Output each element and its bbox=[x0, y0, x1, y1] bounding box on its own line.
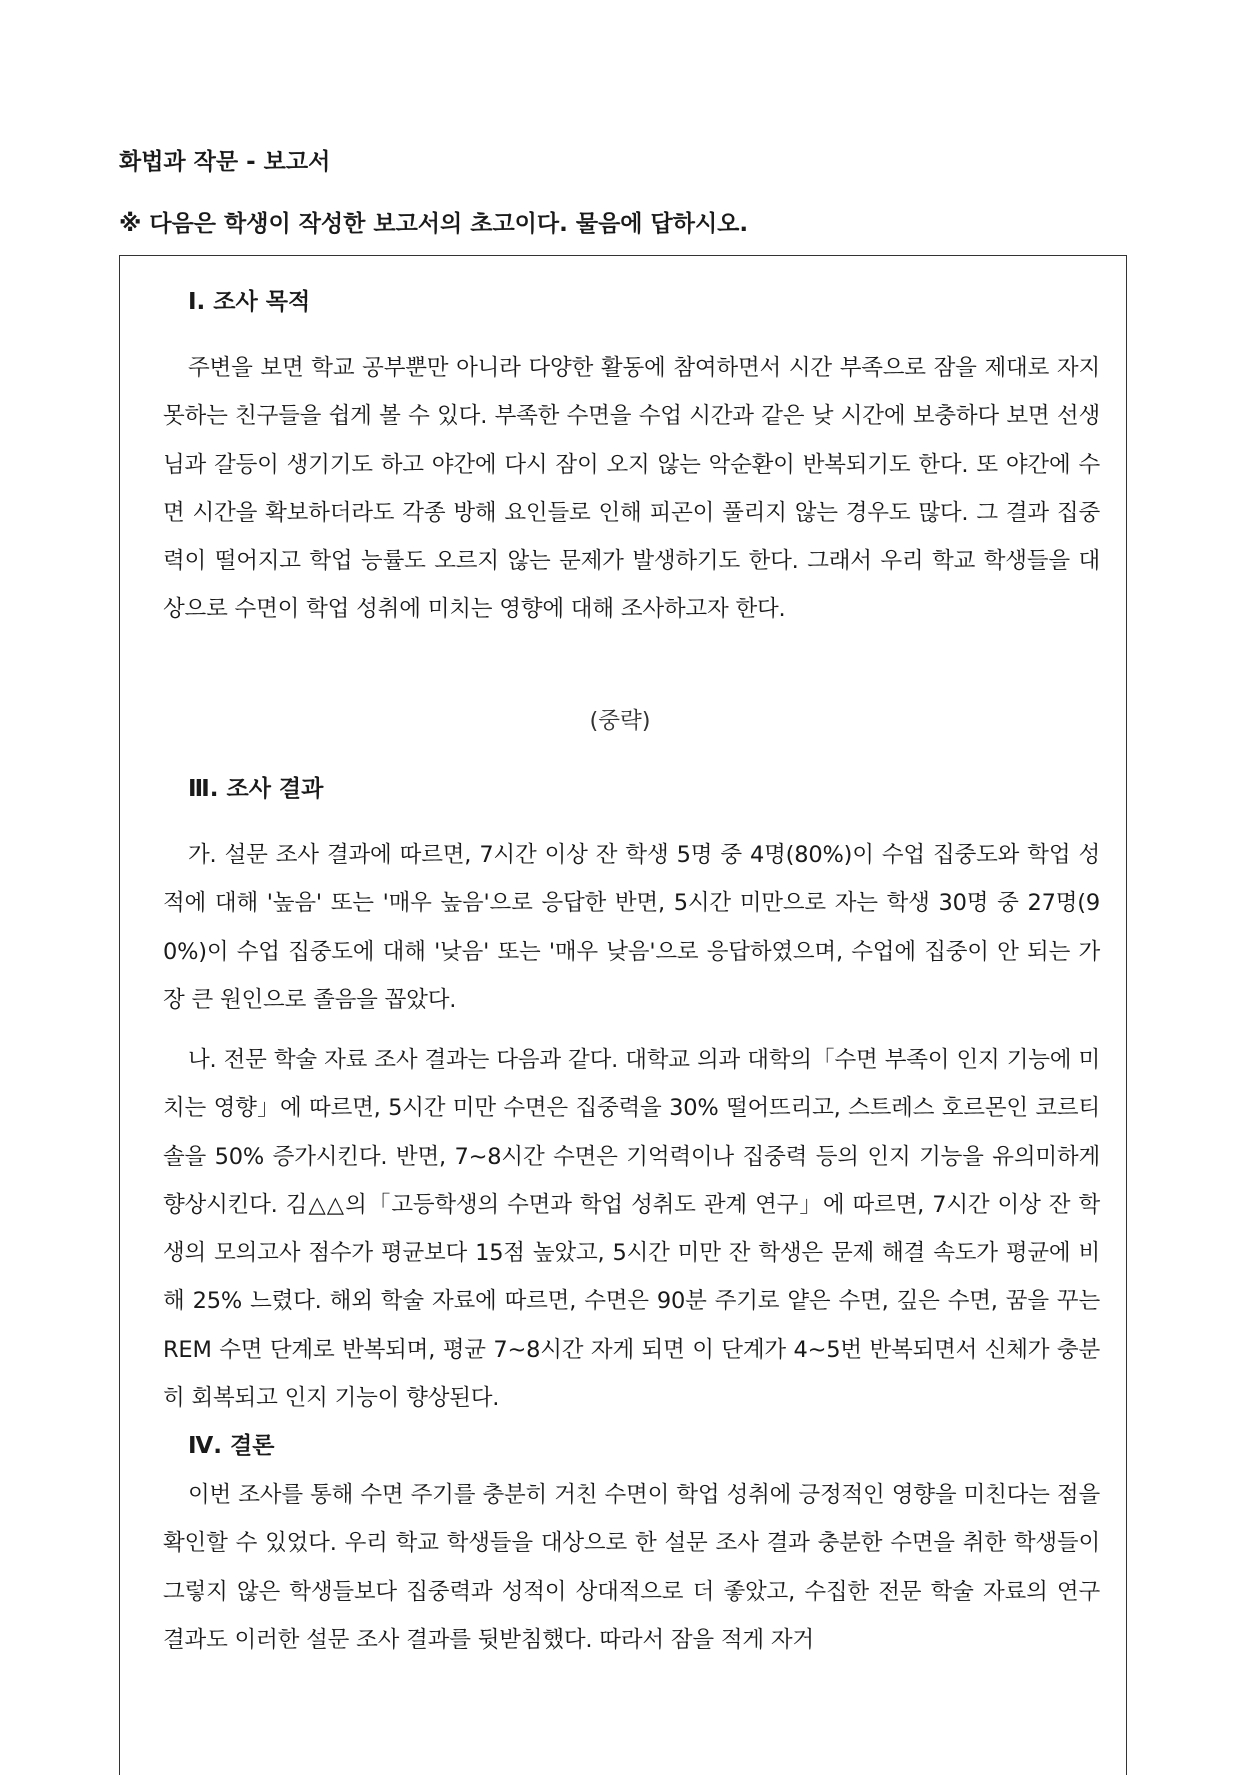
section4-heading: Ⅳ. 결론 bbox=[188, 1433, 275, 1459]
section1-heading: Ⅰ. 조사 목적 bbox=[188, 289, 311, 315]
section3-heading: Ⅲ. 조사 결과 bbox=[188, 776, 324, 802]
section1-paragraph: 주변을 보면 학교 공부뿐만 아니라 다양한 활동에 참여하면서 시간 부족으로 잠을 제대로 자지 못하는 친구들을 쉽게 볼 수 있다. 부족한 수면을 수업 시간과 같은 낮 시간에 보충하다 보면 선생님과 갈등이 생기기도 하고 야간에 다시 잠이 오지 않는 악순환이 반복되기도 한다. 또 야간에 수면 시간을 확보하더라도 각종 방해 요인들로 인해 피곤이 풀리지 않는 경우도 많다. 그 결과 집중력이 떨어지고 학업 능률도 오르지 않는 문제가 발생하기도 한다. 그래서 우리 학교 학생들을 대상으로 수면이 학업 성취에 미치는 영향에 대해 조사하고자 한다. bbox=[163, 355, 1100, 623]
omitted-marker: (중략) bbox=[589, 708, 651, 734]
section3-paragraph-a: 가. 설문 조사 결과에 따르면, 7시간 이상 잔 학생 5명 중 4명(80%)이 수업 집중도와 학업 성적에 대해 '높음' 또는 '매우 높음'으로 응답한 반면, 5시간 미만으로 자는 학생 30명 중 27명(90%)이 수업 집중도에 대해 '낮음' 또는 '매우 낮음'으로 응답하였으며, 수업에 집중이 안 되는 가장 큰 원인으로 졸음을 꼽았다. bbox=[163, 842, 1100, 1013]
section4-paragraph: 이번 조사를 통해 수면 주기를 충분히 거친 수면이 학업 성취에 긍정적인 영향을 미친다는 점을 확인할 수 있었다. 우리 학교 학생들을 대상으로 한 설문 조사 결과 충분한 수면을 취한 학생들이 그렇지 않은 학생들보다 집중력과 성적이 상대적으로 더 좋았고, 수집한 전문 학술 자료의 연구 결과도 이러한 설문 조사 결과를 뒷받침했다. 따라서 잠을 적게 자거 bbox=[163, 1482, 1100, 1653]
instruction-text: ※ 다음은 학생이 작성한 보고서의 초고이다. 물음에 답하시오. bbox=[119, 211, 749, 237]
section3-paragraph-b: 나. 전문 학술 자료 조사 결과는 다음과 같다. 대학교 의과 대학의「수면 부족이 인지 기능에 미치는 영향」에 따르면, 5시간 미만 수면은 집중력을 30% 떨어뜨리고, 스트레스 호르몬인 코르티솔을 50% 증가시킨다. 반면, 7~8시간 수면은 기억력이나 집중력 등의 인지 기능을 유의미하게 향상시킨다. 김△△의「고등학생의 수면과 학업 성취도 관계 연구」에 따르면, 7시간 이상 잔 학생의 모의고사 점수가 평균보다 15점 높았고, 5시간 미만 잔 학생은 문제 해결 속도가 평균에 비해 25% 느렸다. 해외 학술 자료에 따르면, 수면은 90분 주기로 얕은 수면, 깊은 수면, 꿈을 꾸는 REM 수면 단계로 반복되며, 평균 7~8시간 자게 되면 이 단계가 4~5번 반복되면서 신체가 충분히 회복되고 인지 기능이 향상된다. bbox=[163, 1047, 1100, 1412]
document-title: 화법과 작문 - 보고서 bbox=[119, 149, 331, 175]
